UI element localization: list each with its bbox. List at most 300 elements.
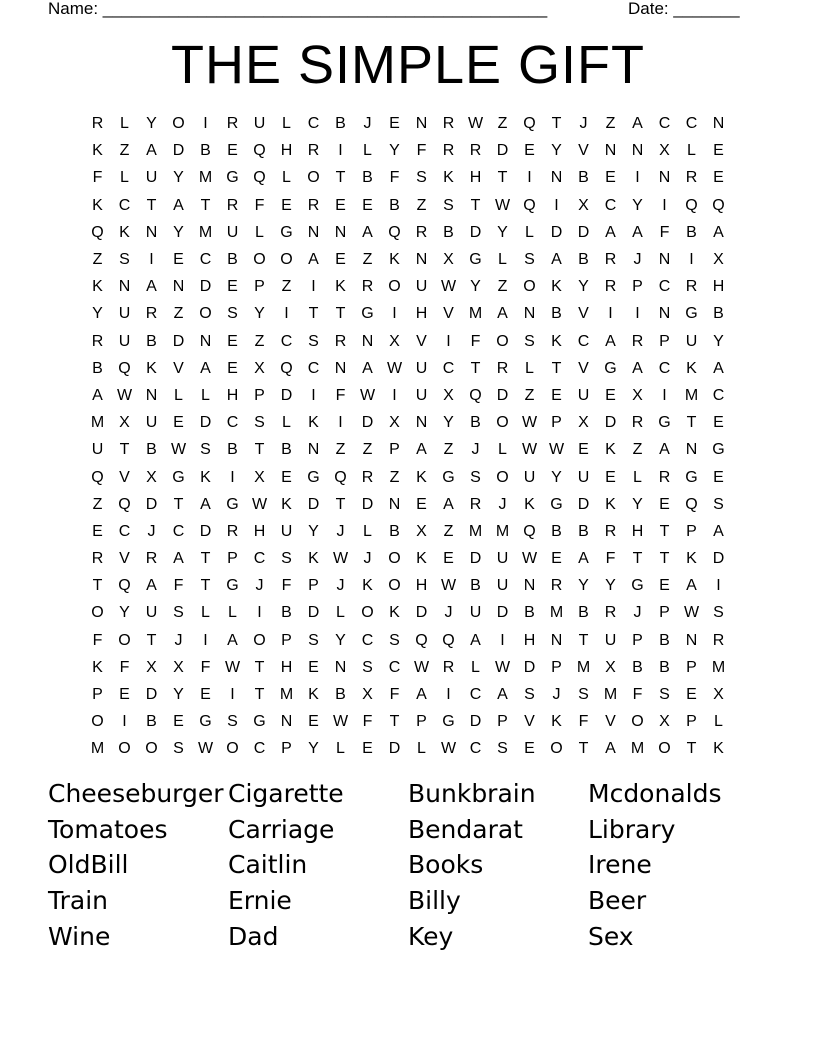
grid-letter: V xyxy=(524,713,535,731)
grid-letter: C xyxy=(712,386,725,404)
grid-letter: A xyxy=(173,196,184,214)
grid-letter: B xyxy=(362,169,373,187)
grid-letter: Q xyxy=(118,577,131,595)
grid-letter: B xyxy=(281,604,292,622)
grid-letter: S xyxy=(173,604,184,622)
grid-letter: Y xyxy=(578,577,589,595)
grid-letter: U xyxy=(145,169,158,187)
grid-letter: F xyxy=(200,658,211,676)
grid-letter: E xyxy=(335,251,346,269)
grid-letter: K xyxy=(524,495,535,513)
grid-letter: Q xyxy=(523,115,536,133)
grid-letter: C xyxy=(577,332,590,350)
grid-letter: V xyxy=(416,332,427,350)
grid-letter: L xyxy=(363,522,372,540)
grid-letter: U xyxy=(685,332,698,350)
grid-letter: Y xyxy=(605,577,616,595)
grid-letter: G xyxy=(604,359,617,377)
grid-letter: X xyxy=(659,142,670,160)
grid-letter: U xyxy=(604,631,617,649)
grid-letter: L xyxy=(201,604,210,622)
grid-letter: A xyxy=(497,686,508,704)
grid-letter: O xyxy=(631,713,644,731)
grid-letter: S xyxy=(497,740,508,758)
grid-letter: D xyxy=(523,658,536,676)
grid-letter: R xyxy=(361,278,374,296)
grid-letter: L xyxy=(336,740,345,758)
grid-letter: Z xyxy=(335,441,346,459)
grid-letter: T xyxy=(470,196,481,214)
grid-letter: E xyxy=(173,713,184,731)
grid-letter: N xyxy=(199,332,212,350)
grid-letter: V xyxy=(119,468,130,486)
grid-letter: C xyxy=(604,196,617,214)
grid-letter: F xyxy=(92,631,103,649)
grid-letter: I xyxy=(392,386,397,404)
grid-row xyxy=(84,110,732,137)
grid-row xyxy=(84,137,732,164)
grid-letter: S xyxy=(659,686,670,704)
grid-row xyxy=(84,599,732,626)
grid-letter: D xyxy=(496,142,509,160)
grid-letter: U xyxy=(280,522,293,540)
grid-letter: K xyxy=(389,604,400,622)
grid-letter: D xyxy=(550,223,563,241)
grid-letter: P xyxy=(632,278,643,296)
grid-letter: T xyxy=(335,305,346,323)
grid-letter: X xyxy=(713,251,724,269)
grid-letter: K xyxy=(443,169,454,187)
grid-letter: Q xyxy=(253,169,266,187)
grid-letter: Q xyxy=(469,386,482,404)
grid-letter: M xyxy=(90,414,105,432)
grid-letter: S xyxy=(119,251,130,269)
grid-letter: D xyxy=(604,414,617,432)
grid-letter: L xyxy=(525,359,534,377)
grid-letter: W xyxy=(332,713,349,731)
grid-letter: M xyxy=(549,604,564,622)
grid-letter: S xyxy=(362,658,373,676)
grid-letter: M xyxy=(198,223,213,241)
grid-letter: A xyxy=(146,577,157,595)
grid-letter: Y xyxy=(146,115,157,133)
grid-letter: N xyxy=(361,332,374,350)
grid-letter: O xyxy=(91,604,104,622)
grid-letter: E xyxy=(686,686,697,704)
grid-letter: F xyxy=(281,577,292,595)
grid-letter: L xyxy=(174,386,183,404)
grid-letter: X xyxy=(119,414,130,432)
grid-letter: C xyxy=(442,359,455,377)
grid-letter: V xyxy=(119,550,130,568)
grid-letter: U xyxy=(118,305,131,323)
grid-letter: N xyxy=(604,142,617,160)
grid-letter: Y xyxy=(92,305,103,323)
grid-letter: Q xyxy=(685,196,698,214)
grid-letter: K xyxy=(713,740,724,758)
grid-letter: D xyxy=(172,332,185,350)
grid-letter: T xyxy=(146,631,157,649)
grid-letter: S xyxy=(713,604,724,622)
grid-letter: E xyxy=(524,142,535,160)
grid-letter: T xyxy=(389,713,400,731)
grid-letter: R xyxy=(145,305,158,323)
grid-letter: D xyxy=(199,522,212,540)
grid-letter: A xyxy=(362,359,373,377)
grid-letter: T xyxy=(254,686,265,704)
grid-letter: A xyxy=(632,359,643,377)
grid-letter: Z xyxy=(92,251,103,269)
grid-letter: B xyxy=(578,604,589,622)
grid-letter: Z xyxy=(416,196,427,214)
grid-letter: B xyxy=(227,441,238,459)
grid-letter: N xyxy=(388,495,401,513)
grid-letter: N xyxy=(334,658,347,676)
grid-letter: E xyxy=(659,577,670,595)
grid-letter: O xyxy=(388,577,401,595)
grid-letter: Z xyxy=(443,522,454,540)
grid-letter: B xyxy=(713,305,724,323)
grid-letter: Z xyxy=(605,115,616,133)
grid-letter: Z xyxy=(119,142,130,160)
grid-letter: O xyxy=(199,305,212,323)
grid-letter: A xyxy=(173,550,184,568)
grid-letter: R xyxy=(334,332,347,350)
grid-letter: G xyxy=(685,468,698,486)
word-bank-item: Sex xyxy=(588,921,634,951)
grid-letter: G xyxy=(631,577,644,595)
grid-letter: T xyxy=(578,631,589,649)
grid-letter: E xyxy=(119,686,130,704)
grid-letter: T xyxy=(470,359,481,377)
grid-letter: X xyxy=(578,196,589,214)
grid-letter: Y xyxy=(497,223,508,241)
grid-letter: Y xyxy=(389,142,400,160)
grid-letter: K xyxy=(605,495,616,513)
grid-letter: B xyxy=(227,251,238,269)
word-bank-item: Cheeseburger xyxy=(48,779,224,808)
grid-letter: F xyxy=(119,658,130,676)
grid-letter: K xyxy=(551,278,562,296)
word-bank-item: Library xyxy=(588,814,676,844)
grid-letter: H xyxy=(469,169,482,187)
grid-letter: P xyxy=(281,740,292,758)
grid-letter: N xyxy=(685,631,698,649)
grid-letter: W xyxy=(521,441,538,459)
grid-letter: C xyxy=(307,359,320,377)
grid-letter: R xyxy=(658,468,671,486)
grid-letter: P xyxy=(551,658,562,676)
grid-row xyxy=(84,382,732,409)
grid-letter: B xyxy=(200,142,211,160)
grid-letter: H xyxy=(415,305,428,323)
grid-letter: R xyxy=(604,251,617,269)
grid-letter: Q xyxy=(685,495,698,513)
grid-letter: T xyxy=(92,577,103,595)
grid-letter: L xyxy=(255,223,264,241)
grid-letter: G xyxy=(361,305,374,323)
grid-letter: K xyxy=(308,686,319,704)
grid-letter: X xyxy=(254,468,265,486)
grid-letter: H xyxy=(712,278,725,296)
grid-letter: U xyxy=(118,332,131,350)
grid-row xyxy=(84,654,732,681)
grid-letter: T xyxy=(659,522,670,540)
grid-letter: I xyxy=(338,142,343,160)
grid-letter: X xyxy=(173,658,184,676)
grid-row xyxy=(84,273,732,300)
grid-letter: R xyxy=(469,142,482,160)
grid-letter: V xyxy=(578,142,589,160)
grid-letter: L xyxy=(498,441,507,459)
grid-letter: N xyxy=(307,441,320,459)
grid-letter: A xyxy=(686,577,697,595)
grid-letter: A xyxy=(632,115,643,133)
grid-letter: C xyxy=(469,740,482,758)
grid-letter: S xyxy=(578,686,589,704)
grid-letter: U xyxy=(145,604,158,622)
grid-letter: O xyxy=(658,740,671,758)
grid-letter: K xyxy=(551,713,562,731)
grid-letter: I xyxy=(311,386,316,404)
grid-letter: X xyxy=(632,386,643,404)
grid-letter: Y xyxy=(632,196,643,214)
grid-letter: P xyxy=(686,713,697,731)
grid-letter: L xyxy=(120,169,129,187)
grid-letter: R xyxy=(91,115,104,133)
grid-letter: C xyxy=(388,658,401,676)
grid-letter: K xyxy=(200,468,211,486)
grid-letter: E xyxy=(281,468,292,486)
grid-letter: X xyxy=(605,658,616,676)
grid-letter: G xyxy=(442,468,455,486)
grid-letter: A xyxy=(200,359,211,377)
word-bank-item: Wine xyxy=(48,921,111,951)
grid-letter: J xyxy=(633,604,642,622)
grid-letter: K xyxy=(686,359,697,377)
grid-letter: O xyxy=(253,251,266,269)
grid-letter: J xyxy=(363,550,372,568)
grid-letter: Z xyxy=(281,278,292,296)
grid-letter: G xyxy=(253,713,266,731)
word-bank-item: Mcdonalds xyxy=(588,779,722,808)
grid-letter: U xyxy=(226,223,239,241)
grid-letter: P xyxy=(632,631,643,649)
grid-letter: O xyxy=(496,414,509,432)
grid-letter: O xyxy=(118,631,131,649)
grid-letter: Y xyxy=(632,495,643,513)
grid-letter: Q xyxy=(415,631,428,649)
grid-letter: I xyxy=(446,686,451,704)
grid-letter: W xyxy=(413,658,430,676)
grid-letter: X xyxy=(443,251,454,269)
grid-letter: Q xyxy=(442,631,455,649)
grid-letter: E xyxy=(173,251,184,269)
grid-letter: Y xyxy=(713,332,724,350)
grid-letter: K xyxy=(92,658,103,676)
grid-letter: E xyxy=(227,278,238,296)
grid-letter: L xyxy=(633,468,642,486)
grid-letter: X xyxy=(146,468,157,486)
grid-letter: T xyxy=(254,658,265,676)
grid-letter: G xyxy=(712,441,725,459)
grid-letter: E xyxy=(308,713,319,731)
grid-letter: Y xyxy=(254,305,265,323)
grid-letter: W xyxy=(170,441,187,459)
grid-letter: L xyxy=(687,142,696,160)
grid-letter: P xyxy=(497,713,508,731)
grid-letter: V xyxy=(578,359,589,377)
grid-letter: K xyxy=(146,359,157,377)
grid-letter: S xyxy=(227,713,238,731)
grid-letter: U xyxy=(496,577,509,595)
grid-row xyxy=(84,518,732,545)
grid-letter: X xyxy=(389,414,400,432)
grid-letter: F xyxy=(173,577,184,595)
grid-letter: I xyxy=(284,305,289,323)
grid-letter: E xyxy=(362,196,373,214)
grid-letter: T xyxy=(146,196,157,214)
grid-letter: A xyxy=(713,359,724,377)
grid-letter: W xyxy=(440,577,457,595)
grid-letter: E xyxy=(362,740,373,758)
grid-letter: P xyxy=(281,631,292,649)
grid-letter: R xyxy=(226,115,239,133)
grid-letter: L xyxy=(417,740,426,758)
grid-letter: Y xyxy=(443,414,454,432)
grid-letter: V xyxy=(173,359,184,377)
grid-letter: O xyxy=(550,740,563,758)
grid-letter: J xyxy=(552,686,561,704)
grid-letter: Z xyxy=(92,495,103,513)
grid-letter: N xyxy=(685,441,698,459)
grid-letter: O xyxy=(523,278,536,296)
grid-letter: W xyxy=(494,658,511,676)
grid-letter: O xyxy=(172,115,185,133)
grid-letter: I xyxy=(203,115,208,133)
grid-letter: Y xyxy=(308,740,319,758)
grid-letter: D xyxy=(199,414,212,432)
grid-row xyxy=(84,708,732,735)
grid-letter: Q xyxy=(118,359,131,377)
grid-letter: G xyxy=(550,495,563,513)
grid-letter: A xyxy=(632,223,643,241)
grid-letter: D xyxy=(361,414,374,432)
grid-letter: W xyxy=(548,441,565,459)
grid-letter: T xyxy=(686,414,697,432)
grid-row xyxy=(84,246,732,273)
grid-letter: W xyxy=(521,414,538,432)
grid-letter: Y xyxy=(551,468,562,486)
grid-letter: B xyxy=(281,441,292,459)
grid-letter: U xyxy=(91,441,104,459)
grid-letter: N xyxy=(523,305,536,323)
grid-row xyxy=(84,409,732,436)
grid-letter: X xyxy=(443,386,454,404)
grid-letter: A xyxy=(551,251,562,269)
grid-letter: F xyxy=(416,142,427,160)
grid-letter: S xyxy=(389,631,400,649)
grid-letter: L xyxy=(525,223,534,241)
grid-letter: I xyxy=(149,251,154,269)
grid-letter: K xyxy=(119,223,130,241)
grid-letter: S xyxy=(416,169,427,187)
grid-letter: P xyxy=(308,577,319,595)
grid-letter: R xyxy=(442,658,455,676)
grid-letter: K xyxy=(605,441,616,459)
grid-letter: Q xyxy=(253,142,266,160)
grid-letter: L xyxy=(120,115,129,133)
grid-letter: S xyxy=(281,550,292,568)
grid-letter: I xyxy=(662,386,667,404)
grid-letter: U xyxy=(415,359,428,377)
word-bank-item: Train xyxy=(48,886,108,916)
grid-letter: A xyxy=(416,686,427,704)
grid-letter: R xyxy=(91,332,104,350)
grid-letter: I xyxy=(122,713,127,731)
grid-letter: E xyxy=(227,332,238,350)
grid-letter: Q xyxy=(523,522,536,540)
grid-letter: N xyxy=(631,142,644,160)
grid-letter: S xyxy=(308,631,319,649)
grid-letter: E xyxy=(551,386,562,404)
grid-letter: S xyxy=(308,332,319,350)
grid-letter: V xyxy=(443,305,454,323)
grid-letter: R xyxy=(307,142,320,160)
grid-letter: J xyxy=(336,522,345,540)
grid-letter: P xyxy=(659,604,670,622)
grid-letter: O xyxy=(253,631,266,649)
grid-letter: I xyxy=(500,631,505,649)
grid-letter: Y xyxy=(173,223,184,241)
grid-letter: J xyxy=(498,495,507,513)
grid-letter: Q xyxy=(118,495,131,513)
grid-letter: F xyxy=(254,196,265,214)
grid-letter: E xyxy=(227,142,238,160)
grid-letter: K xyxy=(92,196,103,214)
grid-letter: M xyxy=(279,686,294,704)
grid-letter: F xyxy=(335,386,346,404)
grid-letter: B xyxy=(389,522,400,540)
grid-letter: Q xyxy=(91,223,104,241)
grid-letter: H xyxy=(253,522,266,540)
grid-letter: I xyxy=(662,196,667,214)
grid-letter: G xyxy=(469,251,482,269)
grid-letter: B xyxy=(92,359,103,377)
word-bank-item: Irene xyxy=(588,850,652,880)
word-bank-item: Dad xyxy=(228,921,279,951)
grid-letter: L xyxy=(201,386,210,404)
grid-letter: U xyxy=(577,468,590,486)
grid-letter: X xyxy=(146,658,157,676)
grid-letter: F xyxy=(470,332,481,350)
grid-letter: A xyxy=(416,441,427,459)
grid-letter: S xyxy=(524,332,535,350)
grid-row xyxy=(84,355,732,382)
grid-letter: Z xyxy=(632,441,643,459)
grid-letter: Z xyxy=(497,115,508,133)
grid-letter: E xyxy=(524,740,535,758)
grid-letter: H xyxy=(226,386,239,404)
grid-letter: W xyxy=(332,550,349,568)
grid-letter: J xyxy=(255,577,264,595)
grid-letter: U xyxy=(415,278,428,296)
grid-letter: O xyxy=(388,278,401,296)
grid-letter: Y xyxy=(173,686,184,704)
grid-letter: B xyxy=(524,604,535,622)
grid-letter: K xyxy=(416,468,427,486)
grid-row xyxy=(84,164,732,191)
